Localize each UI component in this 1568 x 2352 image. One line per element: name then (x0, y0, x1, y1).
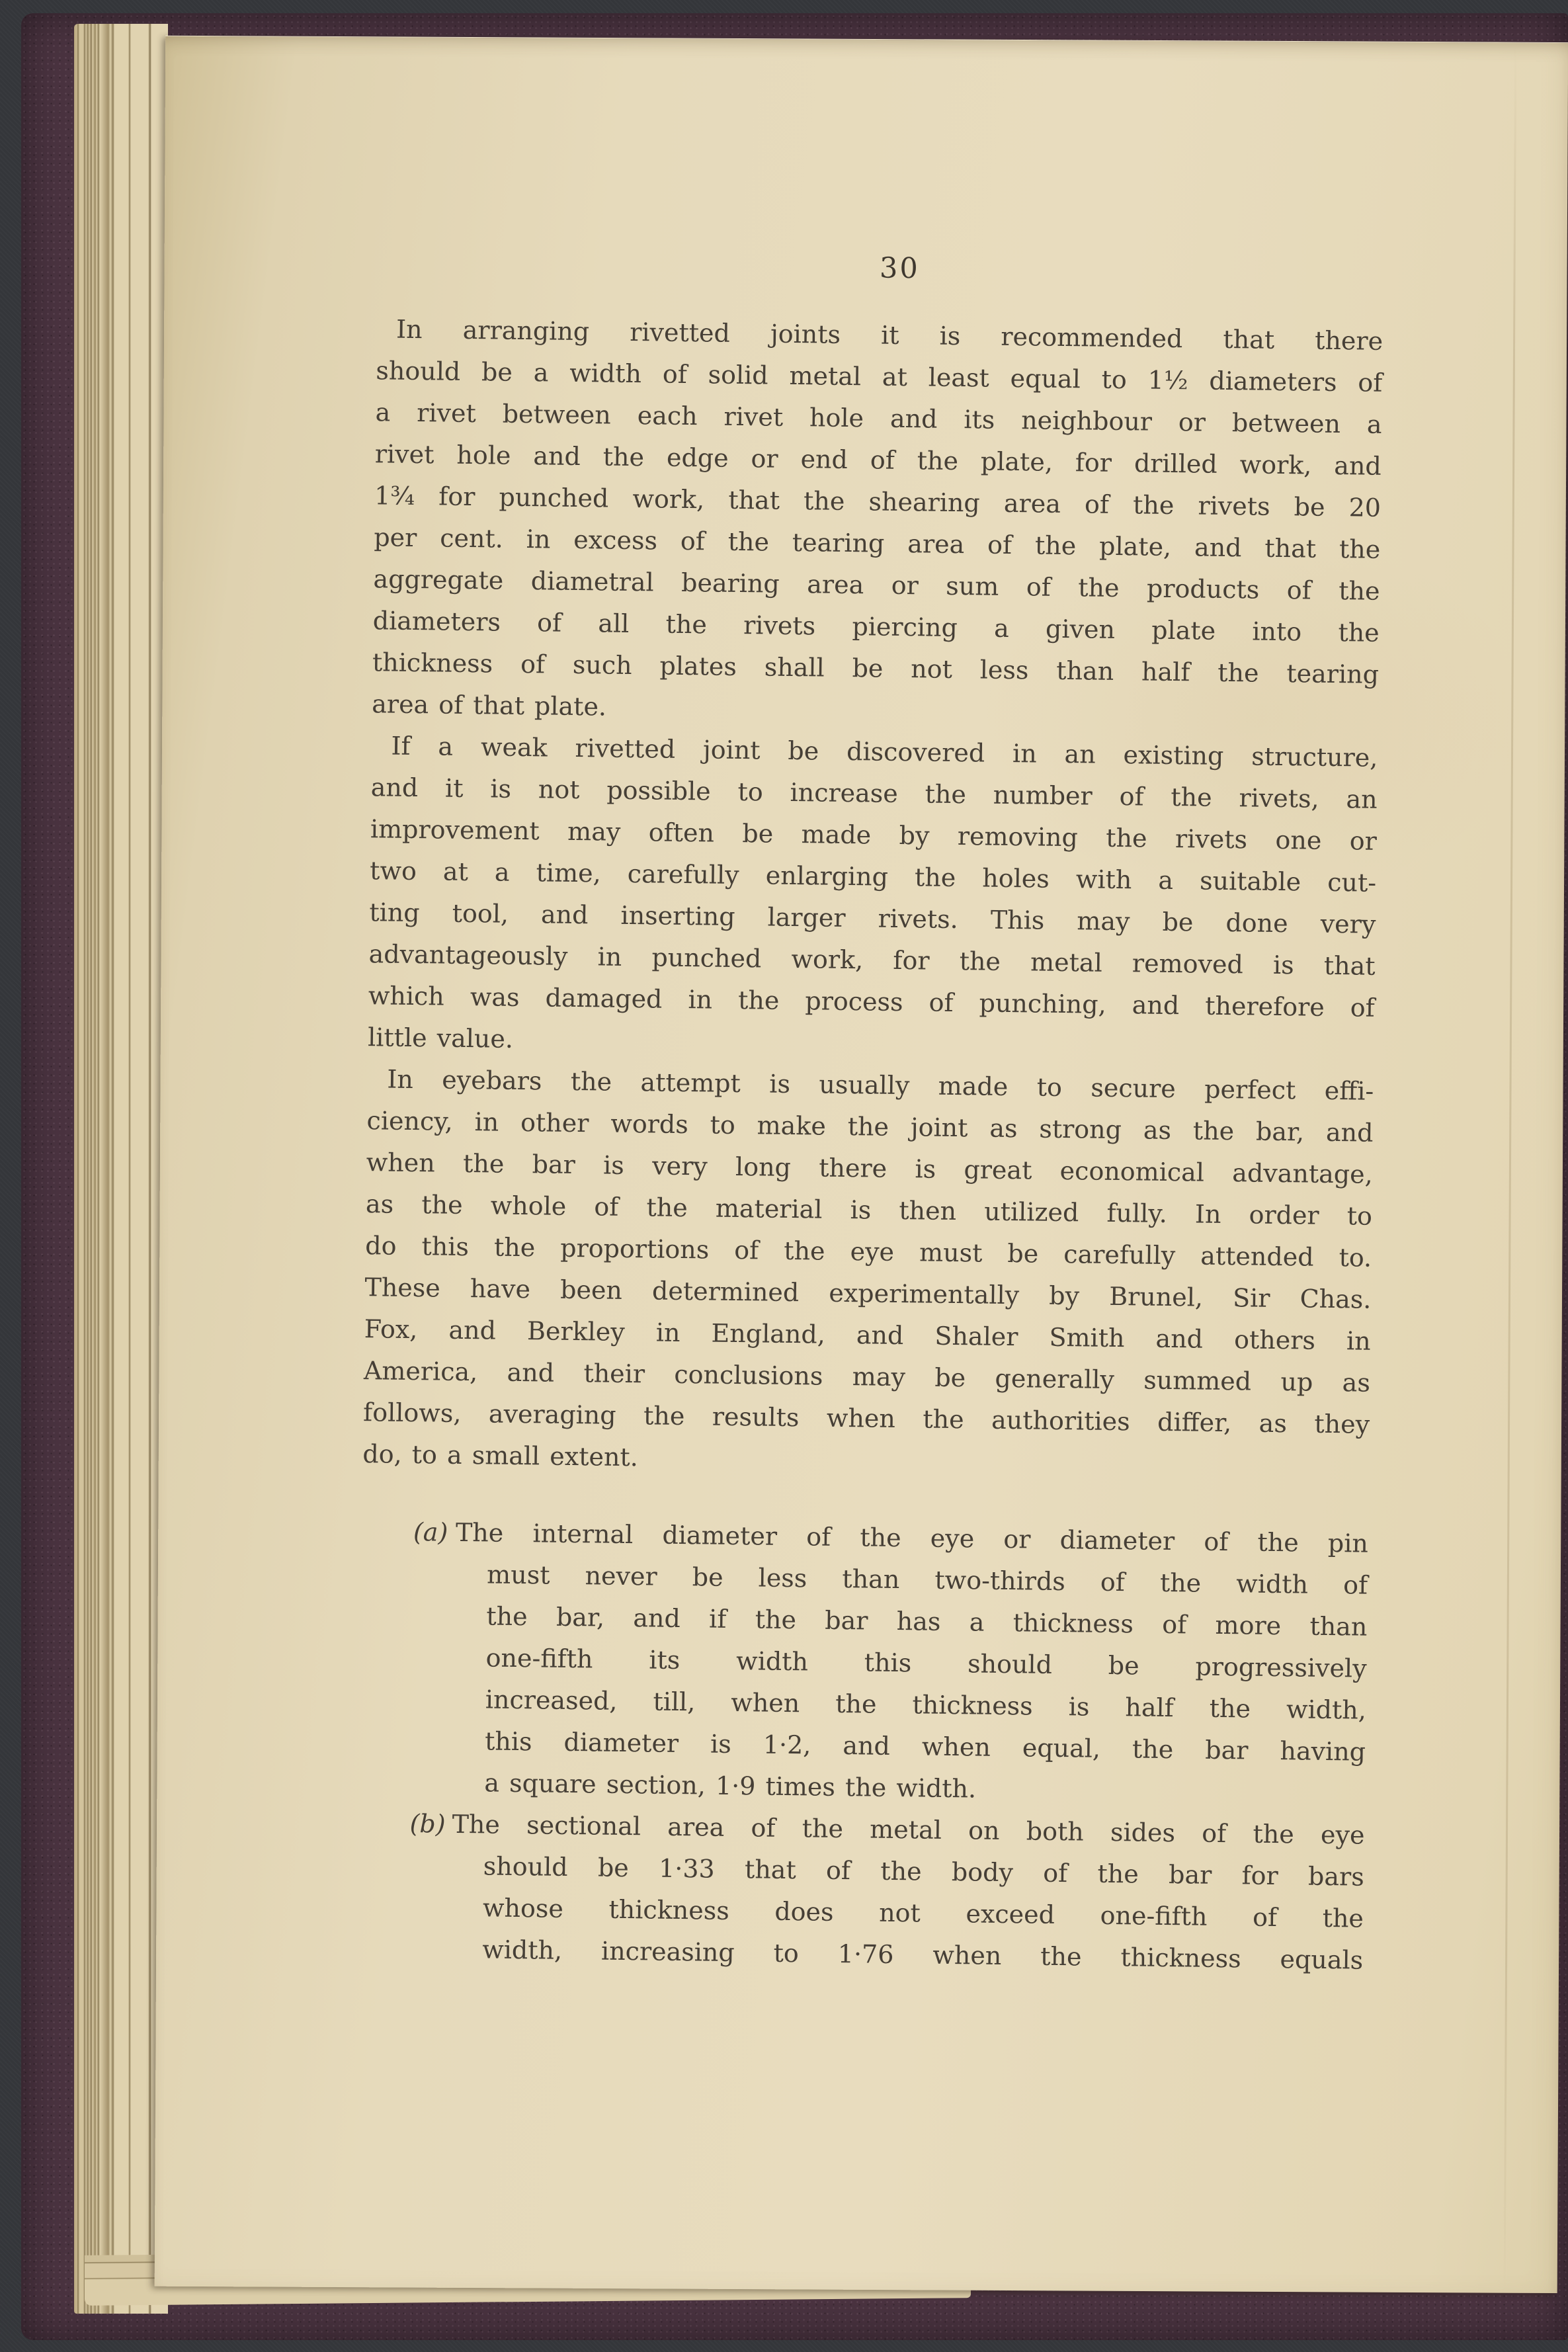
text-line: per cent. in excess of the tearing area of the plate, and that the (374, 523, 1381, 564)
text-line: do, to a small extent. (362, 1439, 639, 1472)
text-line: aggregate diametral bearing area or sum of the products of the (373, 564, 1380, 606)
text-line: These have been determined experimentally by Brunel, Sir Chas. (364, 1273, 1372, 1314)
text-line: thickness of such plates shall be not less than half the tearing (372, 648, 1380, 689)
text-line: diameters of all the rivets piercing a given plate into the (372, 606, 1380, 648)
item-text: The internal diameter of the eye or diameter of the pin (455, 1517, 1369, 1558)
paragraph-rivetted-joints (372, 308, 1383, 737)
book-page (155, 36, 1568, 2293)
page-number: 30 (879, 251, 921, 286)
text-line: do this the proportions of the eye must be carefully attended to. (365, 1231, 1372, 1273)
text-line: Fox, and Berkley in England, and Shaler Smith and others in (364, 1314, 1371, 1356)
item-text: The sectional area of the metal on both sides of the eye (452, 1809, 1365, 1850)
text-line: follows, averaging the results when the authorities differ, as they (362, 1398, 1370, 1439)
text-line: advantageously in punched work, for the metal removed is that (368, 939, 1376, 981)
text-line: width, increasing to 1·76 when the thickness equals (482, 1935, 1364, 1975)
text-line: America, and their conclusions may be generally summed up as (363, 1356, 1371, 1398)
page-crease (1504, 43, 1517, 2293)
text-line: the bar, and if the bar has a thickness of more than (486, 1601, 1368, 1642)
text-line: two at a time, carefully enlarging the holes with a suitable cut- (369, 856, 1377, 898)
text-line: little value. (367, 1023, 514, 1054)
text-line: when the bar is very long there is great economical advantage, (366, 1148, 1373, 1189)
text-line: If a weak rivetted joint be discovered in an existing structure, (391, 731, 1378, 773)
text-line: ting tool, and inserting larger rivets. This may be done very (369, 898, 1376, 939)
text-line: this diameter is 1·2, and when equal, the bar having (484, 1726, 1366, 1767)
item-label-b: (b) (409, 1809, 446, 1839)
text-line: In arranging rivetted joints it is recommended that there (395, 314, 1383, 356)
page-edges-stack-left (74, 24, 168, 2314)
text-line: 1¾ for punched work, that the shearing area of the rivets be 20 (374, 481, 1382, 523)
text-line: as the whole of the material is then utilized fully. In order to (365, 1189, 1373, 1231)
text-line: whose thickness does not exceed one-fifth of the (482, 1893, 1364, 1933)
text-line: a square section, 1·9 times the width. (484, 1768, 977, 1804)
text-line: should be a width of solid metal at least equal to 1½ diameters of (376, 356, 1383, 398)
item-label-a: (a) (413, 1517, 448, 1547)
text-line: increased, till, when the thickness is half the width, (485, 1685, 1367, 1725)
page-text-block (356, 246, 1384, 1981)
text-line: must never be less than two-thirds of the width of (486, 1560, 1368, 1600)
text-line: improvement may often be made by removing the rivets one or (370, 814, 1378, 856)
list-item-a (358, 1511, 1368, 1815)
text-line: ciency, in other words to make the joint as strong as the bar, and (366, 1106, 1374, 1148)
list-item-b (356, 1802, 1365, 1982)
text-line: In eyebars the attempt is usually made to secure perfect effi- (387, 1064, 1374, 1106)
text-line: area of that plate. (372, 689, 607, 722)
text-line: one-fifth its width this should be progressively (485, 1643, 1367, 1683)
text-line: which was damaged in the process of punching, and therefore of (368, 981, 1376, 1023)
text-line: should be 1·33 that of the body of the bar for bars (483, 1851, 1365, 1892)
text-line: and it is not possible to increase the number of the rivets, an (370, 773, 1378, 814)
text-line: a rivet between each rivet hole and its neighbour or between a (375, 398, 1382, 439)
text-line: rivet hole and the edge or end of the plate, for drilled work, and (374, 439, 1382, 481)
paragraph-weak-joint (368, 725, 1378, 1071)
paragraph-eyebars (362, 1058, 1374, 1488)
